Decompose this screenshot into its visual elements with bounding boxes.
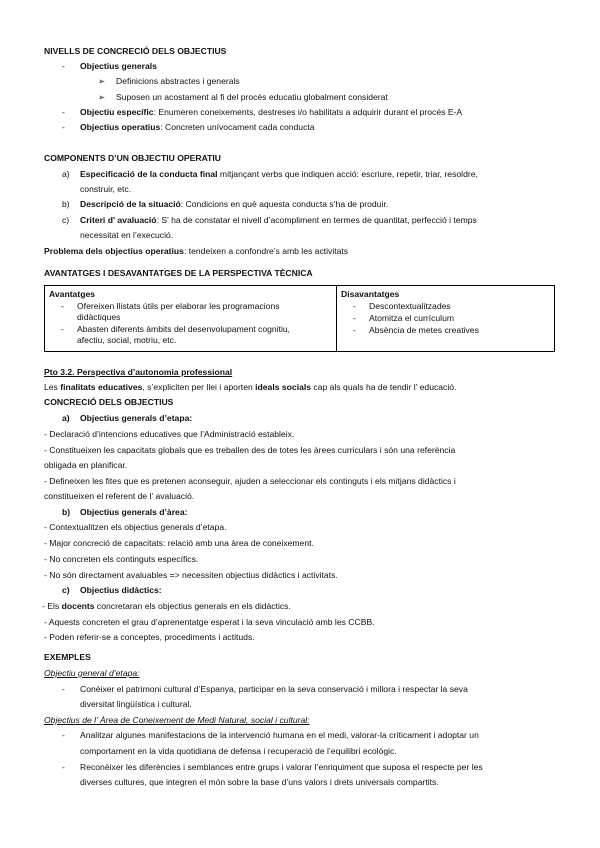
dash-marker: -	[353, 324, 356, 335]
component-b-text: : Condicions en què aquesta conducta s’ha de produir.	[180, 199, 389, 209]
example-1-title: Objectiu general d’etapa:	[44, 668, 140, 678]
didactics-line	[42, 601, 291, 611]
desavantatges-item-text: Descontextualitzades	[369, 301, 451, 312]
problema-line	[44, 246, 348, 256]
objectius-didactics-label: Objectius didàctics:	[80, 585, 162, 595]
section-title-components: COMPONENTS D’UN OBJECTIU OPERATIU	[44, 153, 221, 163]
component-a-label: Especificació de la conducta final	[80, 169, 218, 179]
desavantatges-item	[341, 325, 550, 336]
section-title-exemples: EXEMPLES	[44, 652, 91, 662]
example-1-item: Conèixer el patrimoni cultural d’Espanya, participar en la seva conservació i millora i respectar la seva	[80, 684, 468, 694]
avantatges-item	[49, 324, 312, 345]
avantatges-header: Avantatges	[49, 289, 96, 299]
component-a-text: mitjançant verbs que indiquen acció: escriure, repetir, triar, resoldre,	[217, 169, 478, 179]
objectius-operatius-line	[80, 122, 315, 132]
example-2-item-cont: comportament en la vida quotidiana de defensa i recuperació de l’equilibri ecològic.	[80, 746, 397, 756]
didactics-line: - Poden referir-se a conceptes, procediments i actituds.	[44, 632, 255, 642]
list-marker-a: a)	[62, 413, 70, 423]
area-line: - No concreten els continguts específics.	[44, 554, 199, 564]
didactics-line: - Aquests concreten el grau d’aprenentatge esperat i la seva vinculació amb les CCBB.	[44, 617, 375, 627]
list-marker-c: c)	[62, 215, 70, 225]
list-marker-b: b)	[62, 199, 70, 209]
avantatges-table	[44, 285, 555, 352]
avantatges-item-text: Abasten diferents àmbits del desenvolupament cognitiu, afectiu, social, motriu, etc.	[77, 323, 291, 345]
section-title-nivells: NIVELLS DE CONCRECIÓ DELS OBJECTIUS	[44, 46, 227, 56]
component-c-text: : S' ha de constatar el nivell d’acompliment en termes de quantitat, perfecció i temps	[156, 215, 477, 225]
etapa-line: constitueixen el referent de l’ avaluació.	[44, 491, 195, 501]
desavantatges-item	[341, 313, 550, 324]
arrow-bullet-icon: ➢	[98, 76, 106, 86]
objectius-operatius-label: Objectius operatius	[80, 122, 161, 132]
section-title-avantatges: AVANTATGES I DESAVANTATGES DE LA PERSPECTIVA TÈCNICA	[44, 268, 313, 278]
example-2-title: Objectius de l’ Àrea de Coneixement de Medi Natural, social i cultural:	[44, 715, 310, 725]
area-line: - Contextualitzen els objectius generals d’etapa.	[44, 522, 227, 532]
dash-marker: -	[62, 107, 65, 117]
example-2-item-cont: diverses cultures, que integren el món sobre la base d’uns valors i drets universals compartits.	[80, 777, 439, 787]
objectius-area-label: Objectius generals d’àrea:	[80, 507, 188, 517]
section-title-concrecio: CONCRECIÓ DELS OBJECTIUS	[44, 397, 174, 407]
problema-label: Problema dels objectius operatius	[44, 246, 184, 256]
etapa-line: - Declaració d’intencions educatives que l’Administració estableix.	[44, 429, 295, 439]
objectiu-especific-line	[80, 107, 462, 117]
component-b-line	[80, 199, 388, 209]
intro-bold-finalitats: finalitats educatives	[60, 382, 143, 392]
intro-text: , s’expliciten per llei i aporten	[142, 382, 256, 392]
example-2-item: Reconèixer les diferències i semblances entre grups i valorar l’enriquiment que suposa el respecte per les	[80, 762, 483, 772]
arrow-bullet-icon: ➢	[98, 92, 106, 102]
didactics-text: concretaran els objectius generals en els didàctics.	[94, 601, 291, 611]
desavantatges-header: Disavantatges	[341, 289, 400, 299]
example-2-item: Analitzar algunes manifestacions de la intervenció humana en el medi, valorar-la críticament i adoptar un	[80, 730, 479, 740]
component-a-line	[80, 169, 478, 179]
dash-marker: -	[353, 301, 356, 312]
intro-bold-ideals: ideals socials	[255, 382, 312, 392]
component-c-line	[80, 215, 477, 225]
list-marker-a: a)	[62, 169, 70, 179]
objectiu-especific-text: : Enumeren coneixements, destreses i/o habilitats a adquirir durant el procés E-A	[153, 107, 463, 117]
area-line: - Major concreció de capacitats: relació amb una àrea de coneixement.	[44, 538, 314, 548]
intro-text: cap als quals ha de tendir l’ educació.	[311, 382, 457, 392]
pto-title: Pto 3.2. Perspectiva d’autonomia professional	[44, 367, 233, 377]
dash-marker: -	[62, 61, 65, 71]
etapa-line: obligada en planificar.	[44, 460, 128, 470]
didactics-bold-docents: docents	[61, 601, 95, 611]
desavantatges-item-text: Absència de metes creatives	[369, 324, 479, 335]
avantatges-cell	[45, 286, 337, 352]
objectiu-especific-label: Objectiu específic	[80, 107, 154, 117]
problema-text: : tendeixen a confondre’s amb les activitats	[183, 246, 349, 256]
example-1-item-cont: diversitat lingüística i cultural.	[80, 699, 192, 709]
component-c-text-cont: necessitat en l’execució.	[80, 230, 174, 240]
list-marker-c: c)	[62, 585, 70, 595]
avantatges-item-text: Ofereixen llistats útils per elaborar les programacions didàctiques	[77, 301, 280, 323]
dash-marker: -	[61, 301, 64, 312]
desavantatges-item	[341, 301, 550, 312]
arrow-item: Suposen un acostament al fi del procés educatiu globalment considerat	[116, 92, 388, 102]
dash-marker: -	[62, 762, 65, 772]
list-marker-b: b)	[62, 507, 71, 517]
area-line: - No són directament avaluables => necessiten objectius didàctics i activitats.	[44, 570, 338, 580]
didactics-text: - Els	[42, 601, 62, 611]
avantatges-item	[49, 301, 287, 322]
finalitats-intro	[44, 382, 456, 392]
etapa-line: - Constitueixen les capacitats globals que es treballen des de totes les àrees curriculars i són una referència	[44, 445, 456, 455]
desavantatges-item-text: Atomitza el currículum	[369, 313, 455, 324]
dash-marker: -	[62, 684, 65, 694]
etapa-line: - Defineixen les fites que es pretenen aconseguir, ajuden a seleccionar els continguts i els mitjans didàctics i	[44, 476, 456, 486]
objectius-generals-label: Objectius generals	[80, 61, 157, 71]
component-a-text-cont: construir, etc.	[80, 184, 132, 194]
intro-text: Les	[44, 382, 61, 392]
dash-marker: -	[62, 122, 65, 132]
dash-marker: -	[62, 730, 65, 740]
dash-marker: -	[353, 313, 356, 324]
arrow-item: Definicions abstractes i generals	[116, 76, 240, 86]
component-b-label: Descripció de la situació	[80, 199, 181, 209]
component-c-label: Criteri d' avaluació	[80, 215, 157, 225]
objectius-etapa-label: Objectius generals d’etapa:	[80, 413, 193, 423]
objectius-operatius-text: : Concreten unívocament cada conducta	[160, 122, 315, 132]
dash-marker: -	[61, 323, 64, 334]
desavantatges-cell	[337, 286, 555, 352]
